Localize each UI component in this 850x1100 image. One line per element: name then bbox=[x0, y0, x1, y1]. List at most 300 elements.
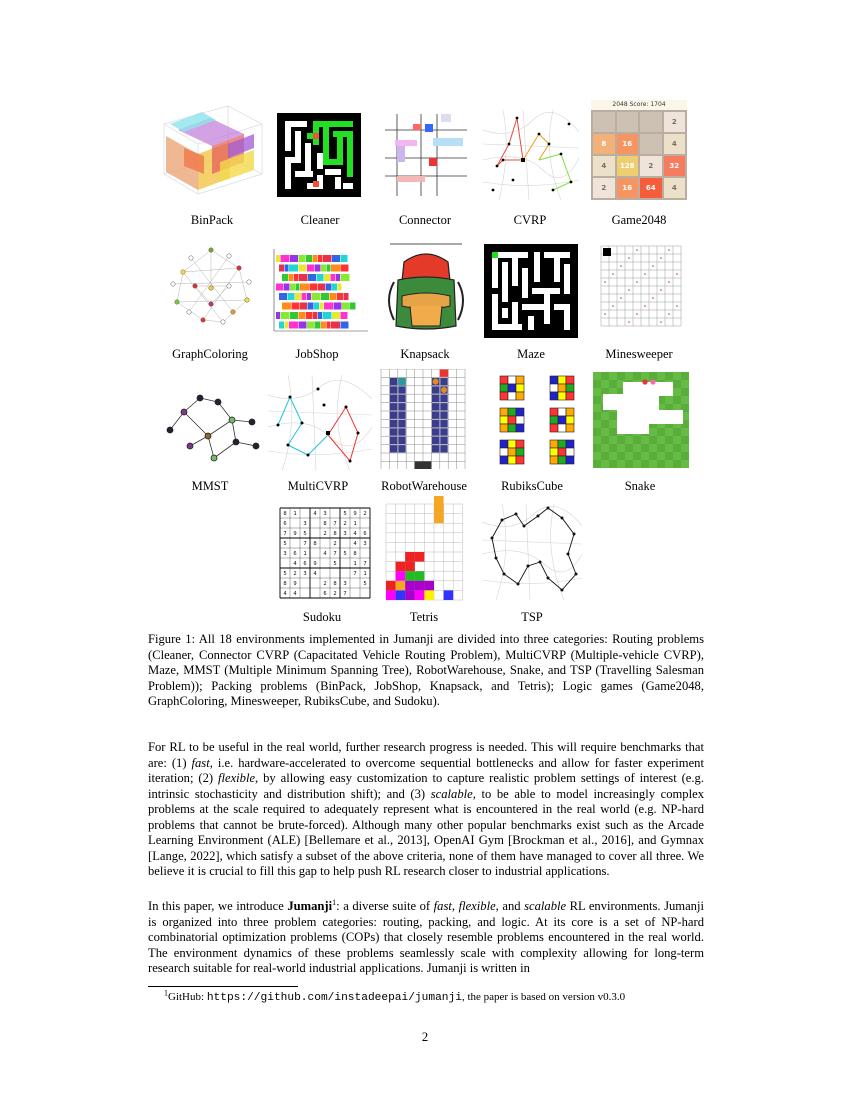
rubiks-sticker bbox=[508, 456, 516, 464]
sudoku-cell-value: 3 bbox=[283, 551, 287, 557]
para2-italic-flexible: flexible bbox=[458, 899, 496, 913]
connector-image bbox=[385, 114, 467, 196]
minesweeper-cell-number bbox=[604, 313, 606, 315]
rubiks-sticker bbox=[516, 408, 524, 416]
minesweeper-cell-number bbox=[612, 305, 614, 307]
para2-text: : a diverse suite of bbox=[336, 899, 434, 913]
snake-cell bbox=[617, 452, 625, 460]
jobshop-bar bbox=[341, 274, 350, 281]
rubiks-sticker bbox=[566, 448, 574, 456]
robotwarehouse-shelf bbox=[432, 428, 439, 435]
snake-cell bbox=[593, 452, 601, 460]
jobshop-bar bbox=[290, 284, 295, 291]
para2-text: , and bbox=[495, 899, 525, 913]
robotwarehouse-shelf bbox=[398, 403, 405, 410]
minesweeper-cell-number bbox=[652, 297, 654, 299]
rubiks-sticker bbox=[558, 416, 566, 424]
snake-cell bbox=[673, 436, 681, 444]
snake-cell bbox=[601, 412, 609, 420]
rubiks-sticker bbox=[558, 440, 566, 448]
robotwarehouse-shelf bbox=[440, 403, 447, 410]
rubiks-sticker bbox=[500, 424, 508, 432]
sudoku-cell-value: 8 bbox=[323, 521, 327, 527]
snake-cell bbox=[681, 428, 689, 436]
snake-cell bbox=[673, 428, 681, 436]
sudoku-cell-value: 2 bbox=[323, 531, 327, 537]
minesweeper-cell-number bbox=[604, 281, 606, 283]
snake-cell bbox=[681, 436, 689, 444]
jobshop-bar bbox=[323, 255, 332, 262]
game2048-tile bbox=[617, 112, 639, 132]
snake-cell bbox=[593, 396, 601, 404]
jobshop-bar bbox=[332, 255, 340, 262]
rubiks-sticker bbox=[500, 448, 508, 456]
snake-cell bbox=[593, 404, 601, 412]
jobshop-bar bbox=[337, 293, 343, 300]
sudoku-cell-value: 8 bbox=[313, 541, 317, 547]
sudoku-cell-value: 4 bbox=[293, 591, 297, 597]
snake-cell bbox=[593, 372, 601, 380]
snake-cell bbox=[665, 428, 673, 436]
label-cvrp: CVRP bbox=[513, 213, 547, 227]
snake-cell bbox=[673, 444, 681, 452]
robotwarehouse-shelf bbox=[390, 445, 397, 452]
snake-cell bbox=[657, 436, 665, 444]
sudoku-cell-value: 5 bbox=[303, 531, 307, 537]
robotwarehouse-shelf bbox=[390, 420, 397, 427]
tetris-block bbox=[405, 581, 415, 591]
jobshop-bar bbox=[332, 312, 340, 319]
minesweeper-cell-number bbox=[660, 321, 662, 323]
snake-cell bbox=[593, 460, 601, 468]
sudoku-cell-value: 4 bbox=[283, 591, 287, 597]
snake-cell bbox=[609, 436, 617, 444]
sudoku-cell-value: 3 bbox=[363, 541, 367, 547]
label-game2048: Game2048 bbox=[611, 213, 667, 227]
jobshop-bar bbox=[276, 284, 283, 291]
jobshop-bar bbox=[323, 312, 332, 319]
binpack-image bbox=[158, 104, 266, 200]
snake-cell bbox=[593, 380, 601, 388]
jobshop-bar bbox=[306, 312, 312, 319]
jobshop-bar bbox=[276, 255, 280, 262]
jobshop-bar bbox=[326, 284, 332, 291]
rubiks-sticker bbox=[558, 376, 566, 384]
rubiks-sticker bbox=[566, 416, 574, 424]
snake-cell bbox=[657, 444, 665, 452]
rubiks-sticker bbox=[558, 408, 566, 416]
rubiks-sticker bbox=[558, 392, 566, 400]
snake-cell bbox=[617, 444, 625, 452]
tetris-block bbox=[415, 590, 425, 600]
footnote-marker[interactable]: 1 bbox=[332, 897, 337, 907]
snake-cell bbox=[673, 460, 681, 468]
label-minesweeper: Minesweeper bbox=[605, 347, 673, 361]
para2-italic-scalable: scalable bbox=[524, 899, 567, 913]
tetris-block bbox=[424, 581, 434, 591]
sudoku-cell-value: 4 bbox=[353, 531, 357, 537]
para2-text: , bbox=[451, 899, 459, 913]
tetris-block bbox=[415, 571, 425, 581]
para1-italic-scalable: scalable bbox=[430, 786, 473, 801]
snake-cell bbox=[649, 444, 657, 452]
snake-cell bbox=[665, 372, 673, 380]
maze-image bbox=[484, 244, 578, 338]
snake-cell bbox=[609, 420, 617, 428]
sudoku-cell-value: 3 bbox=[303, 521, 307, 527]
label-rubikscube: RubiksCube bbox=[501, 479, 563, 493]
sudoku-image bbox=[278, 506, 372, 600]
mmst-image bbox=[160, 386, 264, 466]
game2048-tile: 64 bbox=[640, 178, 662, 198]
snake-cell bbox=[641, 436, 649, 444]
jobshop-bar bbox=[327, 265, 331, 272]
rubiks-sticker bbox=[516, 424, 524, 432]
rubiks-sticker bbox=[500, 408, 508, 416]
rubiks-sticker bbox=[516, 416, 524, 424]
cvrp-image bbox=[483, 110, 579, 200]
tetris-block bbox=[415, 552, 425, 562]
minesweeper-cell-number bbox=[628, 321, 630, 323]
robotwarehouse-image bbox=[380, 369, 468, 469]
rubiks-sticker bbox=[516, 440, 524, 448]
sudoku-cell-value: 5 bbox=[343, 551, 347, 557]
tetris-block bbox=[434, 496, 444, 504]
minesweeper-cell-number bbox=[676, 305, 678, 307]
minesweeper-image bbox=[595, 238, 687, 330]
rubiks-sticker bbox=[566, 408, 574, 416]
game2048-tile bbox=[640, 112, 662, 132]
para2-italic-fast: fast bbox=[433, 899, 452, 913]
robotwarehouse-shelf bbox=[390, 395, 397, 402]
snake-image bbox=[593, 370, 689, 470]
rubiks-sticker bbox=[500, 416, 508, 424]
para1-italic-flexible: flexible bbox=[217, 771, 256, 785]
jobshop-bar bbox=[341, 255, 348, 262]
snake-cell bbox=[681, 396, 689, 404]
tetris-block bbox=[444, 590, 454, 600]
paragraph-1 bbox=[148, 740, 704, 880]
sudoku-cell-value: 6 bbox=[293, 551, 297, 557]
robotwarehouse-shelf bbox=[390, 403, 397, 410]
tetris-block bbox=[405, 562, 415, 572]
snake-cell bbox=[625, 460, 633, 468]
rubiks-sticker bbox=[550, 392, 558, 400]
rubiks-sticker bbox=[558, 424, 566, 432]
sudoku-cell-value: 2 bbox=[333, 591, 337, 597]
sudoku-cell-value: 6 bbox=[363, 531, 367, 537]
rubiks-sticker bbox=[508, 424, 516, 432]
caption-prefix: Figure 1: bbox=[148, 632, 196, 646]
jobshop-image bbox=[270, 247, 370, 333]
jobshop-bar bbox=[299, 255, 306, 262]
jobshop-bar bbox=[284, 284, 290, 291]
minesweeper-cell-number bbox=[660, 289, 662, 291]
snake-cell bbox=[665, 444, 673, 452]
rubikscube-image bbox=[492, 368, 590, 468]
snake-cell bbox=[593, 412, 601, 420]
paragraph-2 bbox=[148, 899, 704, 977]
sudoku-cell-value: 1 bbox=[353, 561, 357, 567]
robotwarehouse-shelf bbox=[432, 445, 439, 452]
jobshop-bar bbox=[281, 312, 290, 319]
snake-cell bbox=[673, 372, 681, 380]
snake-cell bbox=[665, 460, 673, 468]
snake-cell bbox=[601, 436, 609, 444]
snake-cell bbox=[681, 460, 689, 468]
para2-text: In this paper, we introduce bbox=[148, 899, 288, 913]
snake-cell bbox=[609, 444, 617, 452]
snake-cell bbox=[657, 460, 665, 468]
sudoku-cell-value: 8 bbox=[283, 511, 287, 517]
rubiks-sticker bbox=[558, 448, 566, 456]
para1-text: , to be able to model increasingly complex problems at the scale required to adequately represent what is encountered in the real world (e.g. NP-hard problems that cannot be brute-forced). Although many other popular benchmarks exist such as the Arcade Learning Environment (ALE) [Bellemare et al., 2013], OpenAI Gym [Brockman et al., 2016], and Gymnax [Lange, 2022], which satisfy a subset of the above criteria, none of them have managed to cover all three. We believe it is crucial to fill this gap to help push RL research closer to industrial applications. bbox=[148, 786, 704, 878]
robotwarehouse-shelf bbox=[398, 428, 405, 435]
tetris-block bbox=[434, 504, 444, 514]
sudoku-cell-value: 1 bbox=[363, 571, 367, 577]
jobshop-bar bbox=[302, 293, 307, 300]
label-jobshop: JobShop bbox=[295, 347, 339, 361]
jobshop-bar bbox=[285, 265, 289, 272]
snake-cell bbox=[649, 372, 657, 380]
game2048-header: 2048 Score: 1704 bbox=[591, 100, 687, 110]
label-multicvrp: MultiCVRP bbox=[287, 479, 349, 493]
tetris-block bbox=[405, 590, 415, 600]
jobshop-bar bbox=[331, 274, 336, 281]
snake-cell bbox=[641, 444, 649, 452]
jobshop-bar bbox=[324, 303, 333, 310]
minesweeper-cell-number bbox=[628, 257, 630, 259]
snake-cell bbox=[649, 460, 657, 468]
minesweeper-cell-number bbox=[636, 313, 638, 315]
snake-cell bbox=[593, 444, 601, 452]
jobshop-bar bbox=[310, 284, 318, 291]
minesweeper-cell-number bbox=[668, 313, 670, 315]
minesweeper-cell-number bbox=[660, 257, 662, 259]
game2048-tile bbox=[640, 134, 662, 154]
jobshop-bar bbox=[338, 284, 342, 291]
sudoku-cell-value: 2 bbox=[343, 521, 347, 527]
robotwarehouse-shelf bbox=[440, 395, 447, 402]
jobshop-bar bbox=[318, 312, 322, 319]
rubiks-sticker bbox=[508, 376, 516, 384]
tetris-block bbox=[396, 590, 406, 600]
rubiks-sticker bbox=[500, 456, 508, 464]
snake-cell bbox=[633, 444, 641, 452]
rubiks-sticker bbox=[558, 384, 566, 392]
snake-cell bbox=[593, 388, 601, 396]
robotwarehouse-shelf bbox=[398, 420, 405, 427]
jobshop-bar bbox=[292, 303, 300, 310]
sudoku-cell-value: 2 bbox=[293, 571, 297, 577]
rubiks-sticker bbox=[516, 392, 524, 400]
sudoku-cell-value: 8 bbox=[333, 581, 337, 587]
rubiks-sticker bbox=[550, 376, 558, 384]
snake-cell bbox=[609, 452, 617, 460]
para1-text: , by allowing easy customization to capture realistic problem settings of interest (e.g. intrinsic stochasticity and distribution shift); and (3) bbox=[148, 771, 704, 801]
minesweeper-cell-number bbox=[636, 281, 638, 283]
sudoku-cell-value: 8 bbox=[333, 531, 337, 537]
sudoku-cell-value: 8 bbox=[353, 551, 357, 557]
sudoku-cell-value: 1 bbox=[303, 551, 307, 557]
para1-text: , i.e. hardware-accelerated to overcome sequential bottlenecks and allow for faster experiment iteration; (2) bbox=[148, 755, 704, 785]
jobshop-bar bbox=[308, 274, 316, 281]
robotwarehouse-goal bbox=[415, 461, 432, 469]
snake-cell bbox=[601, 444, 609, 452]
snake-cell bbox=[665, 396, 673, 404]
rubiks-sticker bbox=[566, 392, 574, 400]
para1-italic-fast: fast bbox=[191, 755, 210, 770]
sudoku-cell-value: 7 bbox=[303, 541, 307, 547]
robotwarehouse-shelf bbox=[440, 378, 447, 385]
sudoku-cell-value: 9 bbox=[313, 561, 317, 567]
minesweeper-cell-number bbox=[676, 273, 678, 275]
snake-cell bbox=[649, 436, 657, 444]
robotwarehouse-shelf bbox=[432, 437, 439, 444]
label-graphcoloring: GraphColoring bbox=[172, 347, 248, 361]
snake-cell bbox=[681, 388, 689, 396]
rubiks-sticker bbox=[508, 408, 516, 416]
caption-text: All 18 environments implemented in Jumanji are divided into three categories: Routing problems (Cleaner, Connector CVRP (Capacitated Vehicle Routing Problem), MultiCVRP (Multiple-vehicle CVRP), Maze, MMST (Multiple Minimum Spanning Tree), RobotWarehouse, Snake, and TSP (Travelling Salesman Problem)); Packing problems (BinPack, JobShop, Knapsack, and Tetris); Logic games (Game2048, GraphColoring, Minesweeper, RubiksCube, and Sudoku). bbox=[148, 632, 705, 709]
robotwarehouse-shelf bbox=[432, 395, 439, 402]
rubiks-sticker bbox=[508, 384, 516, 392]
snake-cell bbox=[673, 380, 681, 388]
game2048-tile: 2 bbox=[664, 112, 686, 132]
snake-cell bbox=[665, 452, 673, 460]
rubiks-sticker bbox=[550, 416, 558, 424]
sudoku-cell-value: 7 bbox=[333, 551, 337, 557]
jobshop-bar bbox=[308, 303, 314, 310]
label-sudoku: Sudoku bbox=[302, 610, 342, 624]
robotwarehouse-shelf bbox=[432, 403, 439, 410]
cleaner-image bbox=[277, 113, 361, 197]
jobshop-bar bbox=[306, 255, 312, 262]
jobshop-bar bbox=[331, 265, 340, 272]
sudoku-cell-value: 1 bbox=[353, 521, 357, 527]
rubiks-sticker bbox=[566, 424, 574, 432]
tetris-block bbox=[405, 571, 415, 581]
tetris-block bbox=[405, 552, 415, 562]
snake-cell bbox=[625, 436, 633, 444]
rubiks-sticker bbox=[516, 456, 524, 464]
label-tsp: TSP bbox=[521, 610, 543, 624]
minesweeper-cell-number bbox=[636, 249, 638, 251]
minesweeper-cell-number bbox=[620, 265, 622, 267]
sudoku-cell-value: 9 bbox=[293, 581, 297, 587]
tetris-block bbox=[424, 590, 434, 600]
sudoku-cell-value: 4 bbox=[323, 551, 327, 557]
snake-cell bbox=[593, 420, 601, 428]
snake-cell bbox=[593, 436, 601, 444]
sudoku-cell-value: 7 bbox=[343, 591, 347, 597]
footnote-mark: 1 bbox=[164, 988, 168, 998]
robotwarehouse-shelf bbox=[390, 412, 397, 419]
sudoku-cell-value: 7 bbox=[363, 561, 367, 567]
sudoku-cell-value: 5 bbox=[343, 511, 347, 517]
label-knapsack: Knapsack bbox=[400, 347, 450, 361]
rubiks-sticker bbox=[508, 440, 516, 448]
jobshop-bar bbox=[296, 284, 300, 291]
minesweeper-cell-number bbox=[668, 249, 670, 251]
jobshop-bar bbox=[341, 265, 349, 272]
game2048-tile: 4 bbox=[664, 134, 686, 154]
snake-cell bbox=[625, 444, 633, 452]
snake-cell bbox=[633, 372, 641, 380]
robotwarehouse-shelf bbox=[398, 386, 405, 393]
tetris-image bbox=[384, 496, 466, 604]
jobshop-bar bbox=[299, 265, 307, 272]
robotwarehouse-shelf bbox=[432, 386, 439, 393]
jobshop-bar bbox=[336, 274, 340, 281]
snake-cell bbox=[617, 436, 625, 444]
footnote-text: , the paper is based on version v0.3.0 bbox=[461, 991, 626, 1003]
robotwarehouse-robot bbox=[433, 379, 439, 385]
snake-cell bbox=[609, 428, 617, 436]
jobshop-bar bbox=[290, 255, 298, 262]
label-mmst: MMST bbox=[191, 479, 229, 493]
snake-cell bbox=[609, 412, 617, 420]
jobshop-bar bbox=[289, 274, 294, 281]
snake-cell bbox=[681, 444, 689, 452]
footnote-text: GitHub: bbox=[168, 991, 207, 1003]
snake-cell bbox=[633, 460, 641, 468]
robotwarehouse-shelf bbox=[432, 420, 439, 427]
footnote-url-link[interactable]: https://github.com/instadeepai/jumanji bbox=[206, 992, 462, 1004]
sudoku-cell-value: 7 bbox=[333, 521, 337, 527]
label-tetris: Tetris bbox=[409, 610, 439, 624]
para1-text: For RL to be useful in the real world, further research progress is needed. This will require benchmarks that are: (1) bbox=[148, 740, 704, 770]
robotwarehouse-robot bbox=[441, 387, 447, 393]
footnote bbox=[148, 990, 704, 1005]
game2048-tile: 128 bbox=[617, 156, 639, 176]
sudoku-cell-value: 3 bbox=[323, 511, 327, 517]
jobshop-bar bbox=[307, 322, 314, 329]
sudoku-cell-value: 9 bbox=[293, 531, 297, 537]
jobshop-bar bbox=[276, 312, 280, 319]
label-maze: Maze bbox=[517, 347, 545, 361]
snake-cell bbox=[601, 420, 609, 428]
game2048-image bbox=[591, 100, 687, 200]
rubiks-sticker bbox=[558, 456, 566, 464]
snake-cell bbox=[601, 380, 609, 388]
jobshop-bar bbox=[285, 322, 289, 329]
sudoku-cell-value: 5 bbox=[363, 581, 367, 587]
sudoku-cell-value: 6 bbox=[323, 591, 327, 597]
rubiks-sticker bbox=[500, 392, 508, 400]
jobshop-bar bbox=[321, 322, 326, 329]
snake-cell bbox=[657, 452, 665, 460]
label-binpack: BinPack bbox=[190, 213, 234, 227]
snake-cell bbox=[641, 372, 649, 380]
jobshop-bar bbox=[341, 322, 349, 329]
jobshop-bar bbox=[307, 293, 311, 300]
tetris-block bbox=[386, 590, 396, 600]
tetris-block bbox=[396, 581, 406, 591]
rubiks-sticker bbox=[566, 376, 574, 384]
jobshop-bar bbox=[341, 312, 348, 319]
rubiks-sticker bbox=[500, 376, 508, 384]
snake-cell bbox=[601, 372, 609, 380]
jobshop-bar bbox=[313, 255, 318, 262]
jobshop-bar bbox=[321, 293, 329, 300]
jobshop-bar bbox=[282, 274, 288, 281]
sudoku-cell-value: 7 bbox=[353, 571, 357, 577]
jobshop-bar bbox=[279, 293, 287, 300]
snake-cell bbox=[593, 428, 601, 436]
jobshop-bar bbox=[289, 265, 298, 272]
snake-cell bbox=[633, 452, 641, 460]
sudoku-cell-value: 6 bbox=[303, 561, 307, 567]
